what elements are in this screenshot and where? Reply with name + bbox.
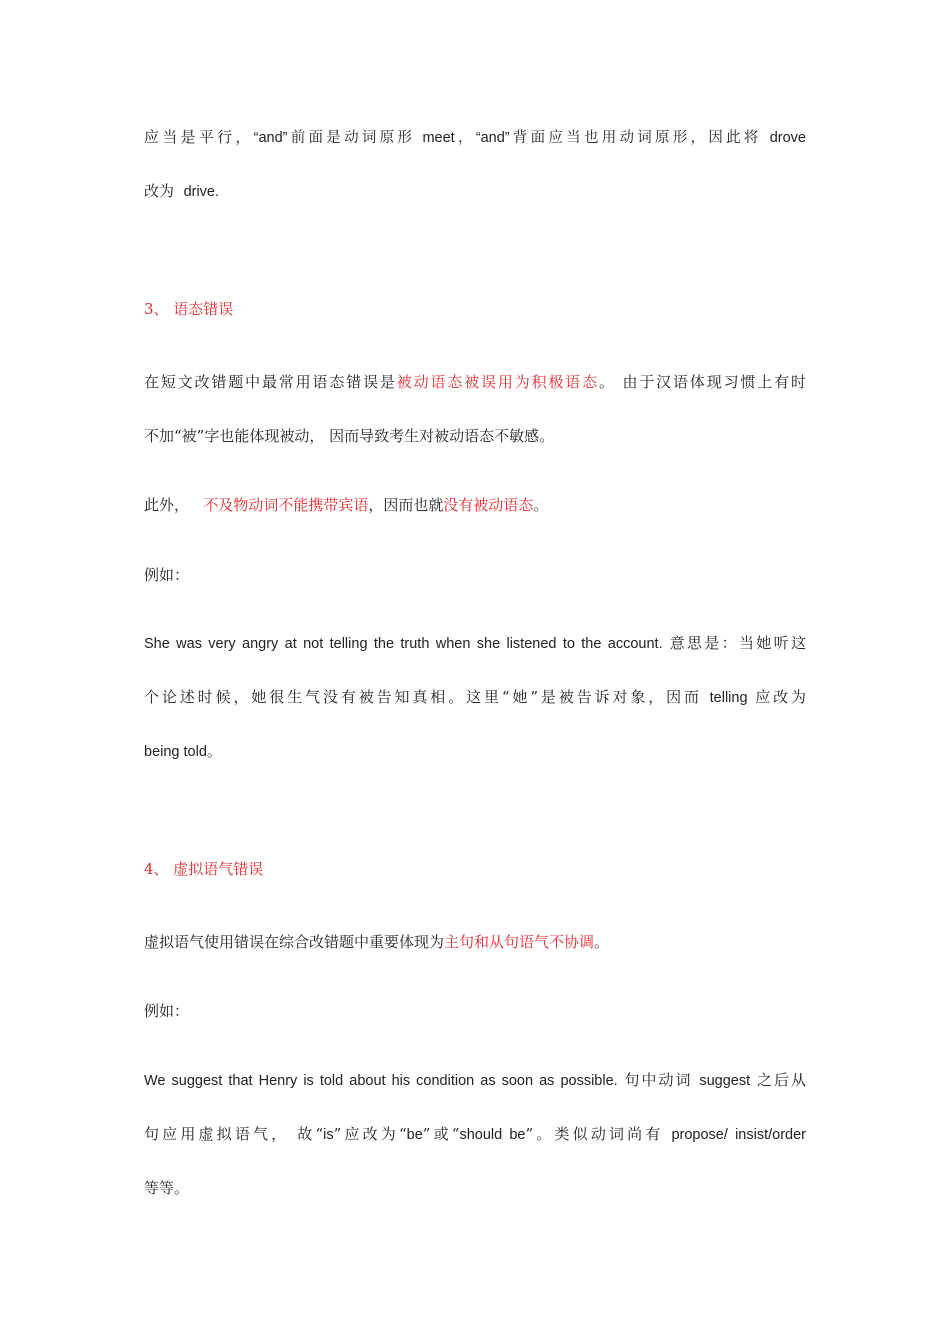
text-run: ”应改为“: [333, 1125, 407, 1143]
text-run: telling: [709, 690, 748, 706]
text-run: ”或“: [422, 1125, 460, 1143]
text-run: 句应用虚拟语气，: [144, 1125, 290, 1143]
example-label: 例如：: [144, 566, 190, 584]
text-run: 句中动词: [624, 1071, 693, 1089]
highlight-text: 被动语态被误用为积极语态: [396, 373, 599, 391]
text-run: 。: [533, 496, 549, 514]
text-run: 应改为: [755, 688, 806, 706]
text-run: be: [406, 1127, 423, 1143]
text-run: 虚拟语气使用错误在综合改错题中重要体现为: [144, 933, 445, 951]
paragraph-line: [144, 127, 806, 148]
text-run: 应当是平行，: [144, 128, 254, 146]
paragraph-line: [144, 687, 806, 708]
text-run: drive.: [183, 184, 220, 200]
text-run: 。 由于汉语体现习惯上有时: [599, 373, 806, 391]
paragraph-line: [144, 1070, 806, 1091]
text-run: being told: [144, 744, 207, 760]
highlight-text: 没有被动语态: [443, 496, 534, 514]
text-run: 在短文改错题中最常用语态错误是: [144, 373, 397, 391]
english-sentence: We suggest that Henry is told about his condition as soon as possible.: [144, 1073, 618, 1089]
text-run: 意思是：当她听这: [669, 634, 806, 652]
english-sentence: She was very angry at not telling the truth when she listened to the account.: [144, 636, 663, 652]
paragraph-line: [144, 633, 806, 654]
text-run: ”。类似动词尚有: [525, 1125, 664, 1143]
text-run: 个论述时候，她很生气没有被告知真相。这里“她”是被告诉对象，因而: [144, 688, 702, 706]
paragraph-line: [144, 741, 806, 762]
text-run: 。: [594, 933, 610, 951]
highlight-text: 主句和从句语气不协调: [444, 933, 595, 951]
text-run: 。: [206, 742, 222, 760]
paragraph-line: 不加“被”字也能体现被动， 因而导致考生对被动语态不敏感。: [144, 427, 555, 445]
paragraph-line: [144, 1124, 806, 1145]
paragraph-line: 等等。: [144, 1179, 190, 1197]
text-run: 之后从: [756, 1071, 806, 1089]
text-run: 此外，: [144, 496, 190, 514]
highlight-text: 不及物动词不能携带宾语: [203, 496, 369, 514]
paragraph-line: [144, 181, 806, 202]
paragraph-line: [144, 932, 806, 952]
paragraph-line: [144, 495, 806, 515]
text-run: is: [323, 1127, 334, 1143]
text-run: “and”前面是动词原形 meet，: [253, 130, 476, 146]
section-heading: 4、 虚拟语气错误: [144, 860, 264, 878]
text-run: drove: [769, 130, 806, 146]
text-run: 改为: [144, 182, 175, 200]
text-run: suggest: [699, 1073, 751, 1089]
text-run: “and”背面应当也用动词原形，因此将: [475, 130, 762, 146]
text-run: propose/ insist/order: [671, 1127, 806, 1143]
text-run: ，因而也就: [368, 496, 444, 514]
section-heading: 3、 语态错误: [144, 300, 234, 318]
example-label: 例如：: [144, 1002, 190, 1020]
text-run: 故“: [297, 1125, 324, 1143]
paragraph-line: [144, 372, 806, 392]
text-run: should be: [459, 1127, 526, 1143]
